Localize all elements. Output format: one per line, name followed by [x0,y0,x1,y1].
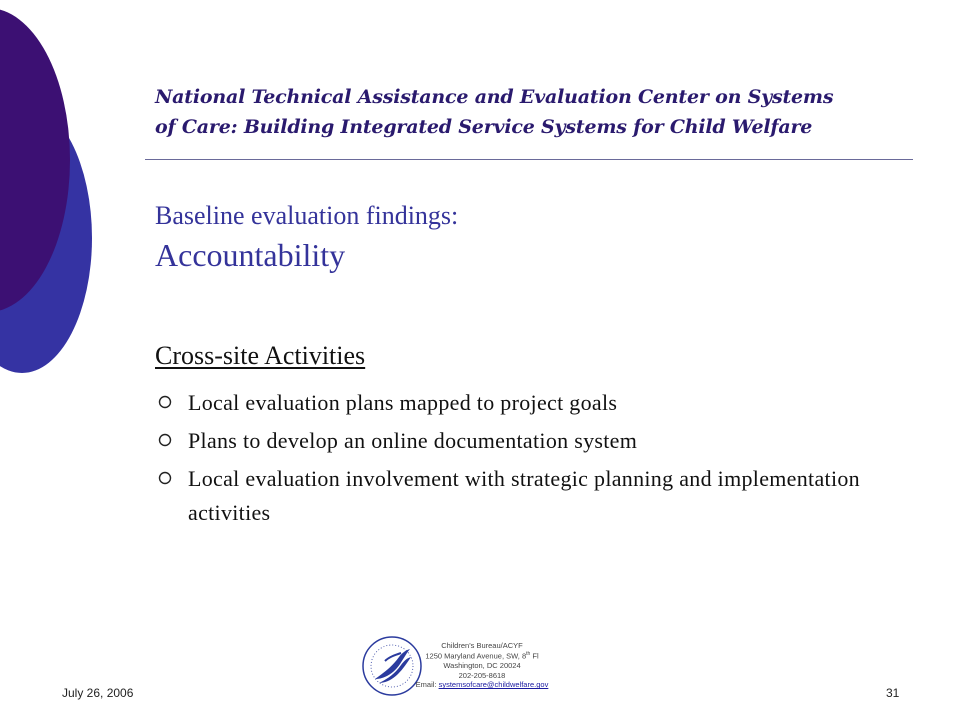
email-label: Email: [415,680,439,690]
page-number: 31 [886,686,900,700]
bullet-text: Plans to develop an online documentation system [188,428,638,453]
bullet-item [155,386,875,420]
header-divider [145,159,913,160]
bullet-item [155,462,875,530]
slide-title-line1: Baseline evaluation findings: [155,201,459,230]
contact-line3: Washington, DC 20024 [443,661,521,671]
email-link[interactable]: systemsofcare@childwelfare.gov [438,680,549,690]
section-heading: Cross-site Activities [155,341,366,370]
slide-title [155,198,458,276]
decorative-circles [0,0,130,400]
header-title-line1: National Technical Assistance and Evaluation Center on Systems [155,86,834,108]
slide-title-line2: Accountability [155,237,346,273]
contact-line1: Children's Bureau/ACYF [441,641,523,650]
footer-date: July 26, 2006 [62,686,134,700]
bullet-item [155,424,875,458]
contact-line2: 1250 Maryland Avenue, SW, 8th Fl [425,651,539,661]
contact-line4: 202-205-8618 [458,670,506,680]
contact-block [392,641,572,690]
bullet-circle-icon [158,395,172,409]
bullet-circle-icon [158,471,172,485]
bullet-list [155,386,875,534]
bullet-circle-icon [158,433,172,447]
header-title [155,82,925,142]
contact-email-row [392,680,572,689]
header-title-line2: of Care: Building Integrated Service Systems for Child Welfare [155,116,813,138]
bullet-text: Local evaluation plans mapped to project goals [188,390,618,415]
bullet-text: Local evaluation involvement with strategic planning and implementation activities [188,466,860,525]
